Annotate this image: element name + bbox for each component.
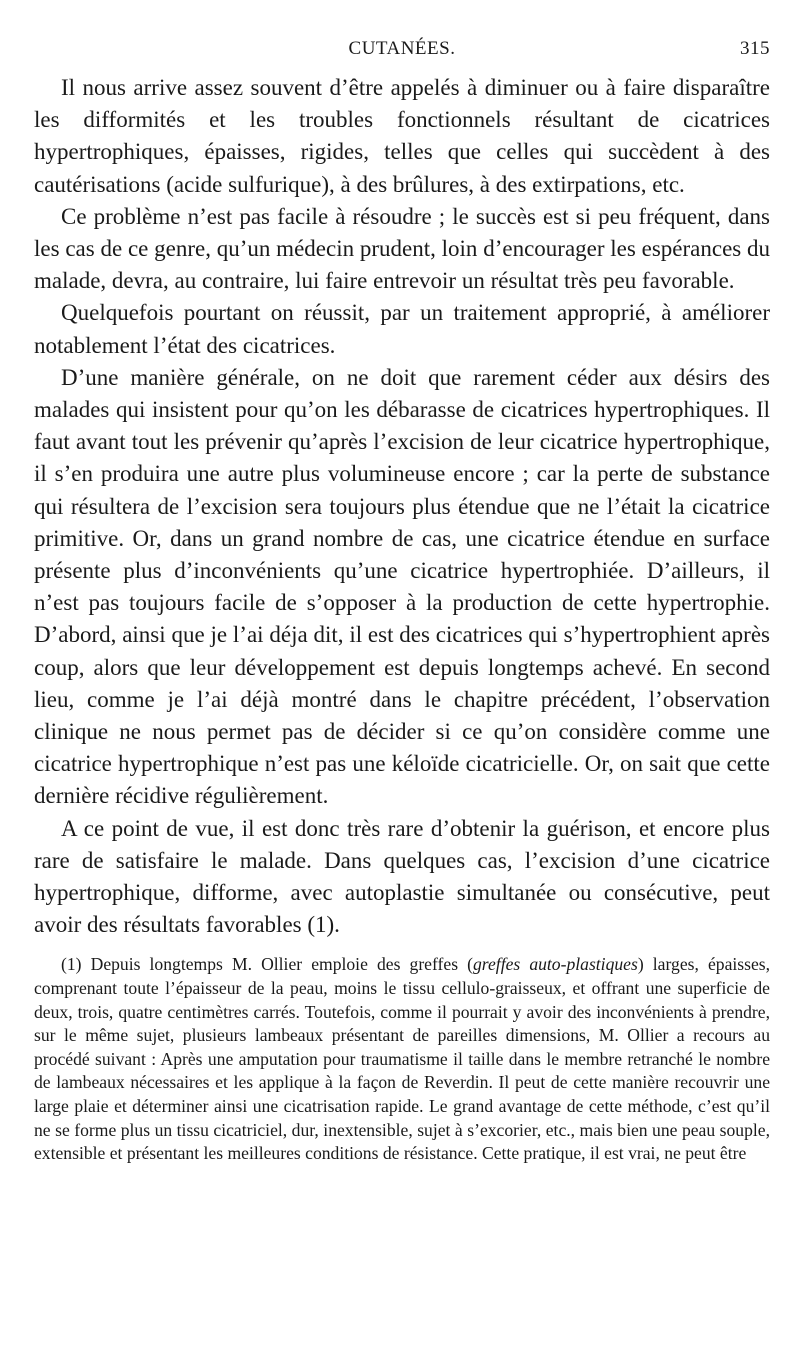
- paragraph: Quelquefois pourtant on réussit, par un traitement approprié, à améliorer notablement l’état des cicatrices.: [34, 300, 770, 358]
- footnotes: [34, 953, 770, 1165]
- footnote: [34, 953, 770, 1165]
- running-head: [34, 38, 770, 72]
- paragraph: Ce problème n’est pas facile à résoudre ; le succès est si peu fréquent, dans les cas de ce genre, qu’un médecin prudent, loin d’encourager les espérances du malade, devra, au contraire, lui faire entrevoir un résultat très peu favorable.: [34, 203, 770, 294]
- paragraph: D’une manière générale, on ne doit que rarement céder aux désirs des malades qui insistent pour qu’on les débarasse de cicatrices hypertrophiques. Il faut avant tout les prévenir qu’après l’excision de leur cicatrice hypertrophique, il s’en produira une autre plus volumineuse encore ; car la perte de substance qui résultera de l’excision sera toujours plus étendue que ne l’était la cicatrice primitive. Or, dans un grand nombre de cas, une cicatrice étendue en surface présente plus d’inconvénients qu’une cicatrice hypertrophiée. D’ailleurs, il n’est pas toujours facile de s’opposer à la production de cette hypertrophie. D’abord, ainsi que je l’ai déja dit, il est des cicatrices qui s’hypertrophient après coup, alors que leur développement est depuis longtemps achevé. En second lieu, comme je l’ai déjà montré dans le chapitre précédent, l’observation clinique ne nous permet pas de décider si ce qu’on considère comme une cicatrice hypertrophique n’est pas une kéloïde cicatricielle. Or, on sait que cette dernière récidive régulièrement.: [34, 364, 770, 809]
- body-text: [34, 72, 770, 941]
- footnote-text-start: (1) Depuis longtemps M. Ollier emploie des greffes (: [61, 954, 473, 975]
- book-page: [34, 38, 770, 1166]
- paragraph: A ce point de vue, il est donc très rare d’obtenir la guérison, et encore plus rare de satisfaire le malade. Dans quelques cas, l’excision d’une cicatrice hypertrophique, difforme, avec autoplastie simultanée ou consécutive, peut avoir des résultats favorables (1).: [34, 815, 770, 938]
- running-title: CUTANÉES.: [348, 38, 456, 59]
- paragraph: Il nous arrive assez souvent d’être appelés à diminuer ou à faire disparaître les difformités et les troubles fonctionnels résultant de cicatrices hypertrophiques, épaisses, rigides, telles que celles qui succèdent à des cautérisations (acide sulfurique), à des brûlures, à des extirpations, etc.: [34, 75, 770, 197]
- page-number: 315: [740, 38, 770, 59]
- footnote-italic-term: greffes auto-plastiques: [473, 954, 638, 975]
- footnote-text-rest: ) larges, épaisses, comprenant toute l’épaisseur de la peau, moins le tissu cellulo-graisseux, et offrant une superficie de deux, trois, quatre centimètres carrés. Toutefois, comme il pourrait y avoir des inconvénients à prendre, sur le même sujet, plusieurs lambeaux présentant de pareilles dimensions, M. Ollier a recours au procédé suivant : Après une amputation pour traumatisme il taille dans le membre retranché le nombre de lambeaux nécessaires et les applique à la façon de Reverdin. Il peut de cette manière recouvrir une large plaie et déterminer ainsi une cicatrisation rapide. Le grand avantage de cette méthode, c’est qu’il ne se forme plus un tissu cicatriciel, dur, inextensible, sujet à s’excorier, etc., mais bien une peau souple, extensible et présentant les meilleures conditions de résistance. Cette pratique, il est vrai, ne peut être: [34, 954, 771, 1164]
